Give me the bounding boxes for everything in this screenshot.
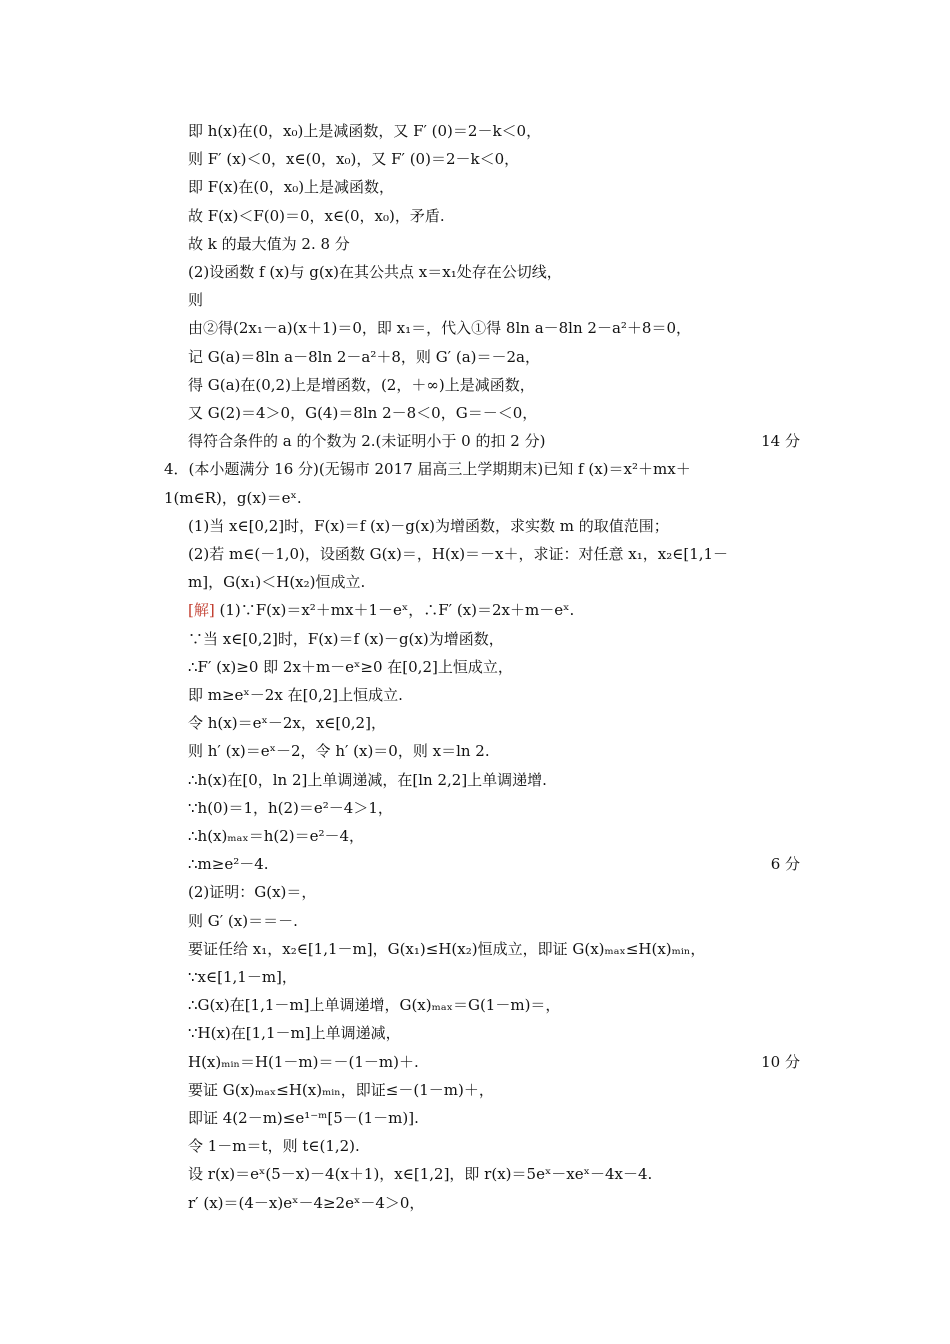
text-line [188,1161,800,1187]
text-line [188,231,800,257]
line-text: 1(m∈R)，g(x)＝eˣ. [164,488,302,507]
line-text: 即 F(x)在(0，x₀)上是减函数， [188,178,395,197]
text-line [164,456,800,482]
line-text: ∵当 x∈[0,2]时，F(x)＝f (x)－g(x)为增函数， [188,629,504,648]
text-line [188,428,800,454]
solution-tag: [解] [188,601,215,620]
line-text: 则 G′ (x)＝＝－. [188,911,298,930]
line-text: 要证 G(x)ₘₐₓ≤H(x)ₘᵢₙ，即证≤－(1－m)＋， [188,1080,494,1099]
line-text: 则 [188,291,204,310]
line-text: 即 m≥eˣ－2x 在[0,2]上恒成立. [188,686,403,704]
text-line [188,203,800,229]
line-text: (1)当 x∈[0,2]时，F(x)＝f (x)－g(x)为增函数，求实数 m 的取值范围； [188,516,669,535]
score-mark: 14 分 [761,432,800,451]
line-text: 记 G(a)＝8ln a－8ln 2－a²＋8，则 G′ (a)＝－2a， [188,347,540,366]
line-text: 得 G(a)在(0,2)上是增函数，(2，＋∞)上是减函数， [188,375,535,394]
text-line [188,146,800,172]
text-line [188,287,800,313]
line-text: (2)若 m∈(－1,0)，设函数 G(x)＝，H(x)＝－x＋，求证：对任意 x₁，x₂∈[1,1－ [188,545,729,563]
line-text: 故 F(x)＜F(0)＝0，x∈(0，x₀)，矛盾. [188,206,445,225]
text-line [188,174,800,200]
text-line [188,879,800,905]
text-line [188,992,800,1018]
line-text: 设 r(x)＝eˣ(5－x)－4(x＋1)，x∈[1,2]，即 r(x)＝5eˣ－xeˣ－4x－4. [188,1165,653,1184]
text-line [188,908,800,934]
line-text: ∵H(x)在[1,1－m]上单调递减， [188,1024,401,1043]
text-line [188,541,800,567]
text-line [188,682,800,708]
text-line [188,597,800,623]
line-text: 4．(本小题满分 16 分)(无锡市 2017 届高三上学期期末)已知 f (x)＝x²＋mx＋ [164,460,691,479]
text-line [188,118,800,144]
text-line [188,626,800,652]
text-line [188,372,800,398]
line-text: m]，G(x₁)＜H(x₂)恒成立. [188,573,366,592]
line-text: (2)证明：G(x)＝， [188,883,317,902]
text-line [188,1133,800,1159]
line-text: 则 F′ (x)＜0，x∈(0，x₀)，又 F′ (0)＝2－k＜0， [188,150,520,169]
line-text: 故 k 的最大值为 2. 8 分 [188,234,350,253]
text-line [188,823,800,849]
text-line [188,795,800,821]
line-text: ∴h(x)ₘₐₓ＝h(2)＝e²－4， [188,827,365,845]
line-text: 则 h′ (x)＝eˣ－2，令 h′ (x)＝0，则 x＝ln 2. [188,742,490,761]
score-mark: 6 分 [770,855,800,874]
line-text: ∴F′ (x)≥0 即 2x＋m－eˣ≥0 在[0,2]上恒成立， [188,657,513,676]
line-text: ∴G(x)在[1,1－m]上单调递增，G(x)ₘₐₓ＝G(1－m)＝， [188,996,561,1015]
text-line [188,259,800,285]
line-text: ∵x∈[1,1－m]， [188,968,297,986]
line-text: 由②得(2x₁－a)(x＋1)＝0，即 x₁＝，代入①得 8ln a－8ln 2－a²＋8＝0， [188,319,691,338]
line-text: (1)∵F(x)＝x²＋mx＋1－eˣ，∴F′ (x)＝2x＋m－eˣ. [219,601,575,620]
text-line [188,964,800,990]
text-line [188,315,800,341]
line-text: r′ (x)＝(4－x)eˣ－4≥2eˣ－4＞0， [188,1193,425,1212]
text-line [188,767,800,793]
line-text: 又 G(2)＝4＞0，G(4)＝8ln 2－8＜0，G＝－＜0， [188,404,538,422]
text-line [164,485,800,511]
text-line [188,1049,800,1075]
text-line [188,569,800,595]
line-text: ∴m≥e²－4. [188,855,269,874]
text-line [188,1105,800,1131]
text-line [188,344,800,370]
line-text: 得符合条件的 a 的个数为 2.(未证明小于 0 的扣 2 分) [188,432,546,451]
score-mark: 10 分 [761,1052,800,1071]
line-text: (2)设函数 f (x)与 g(x)在其公共点 x＝x₁处存在公切线， [188,263,562,281]
text-line [188,710,800,736]
line-text: 即证 4(2－m)≤e¹⁻ᵐ[5－(1－m)]. [188,1109,419,1127]
line-text: ∴h(x)在[0，ln 2]上单调递减，在[ln 2,2]上单调递增. [188,770,547,789]
line-text: 令 h(x)＝eˣ－2x，x∈[0,2]， [188,714,386,733]
text-line [188,654,800,680]
line-text: 要证任给 x₁，x₂∈[1,1－m]，G(x₁)≤H(x₂)恒成立，即证 G(x)ₘₐₓ≤H(x)ₘᵢₙ， [188,939,706,958]
text-line [188,1020,800,1046]
text-line [188,936,800,962]
text-line [188,851,800,877]
text-line [188,513,800,539]
line-text: 令 1－m＝t，则 t∈(1,2). [188,1137,360,1156]
text-line [188,1077,800,1103]
text-line [188,400,800,426]
text-line [188,1190,800,1216]
line-text: H(x)ₘᵢₙ＝H(1－m)＝－(1－m)＋. [188,1052,419,1071]
line-text: ∵h(0)＝1，h(2)＝e²－4＞1， [188,798,393,817]
line-text: 即 h(x)在(0，x₀)上是减函数，又 F′ (0)＝2－k＜0， [188,122,542,140]
text-line [188,738,800,764]
